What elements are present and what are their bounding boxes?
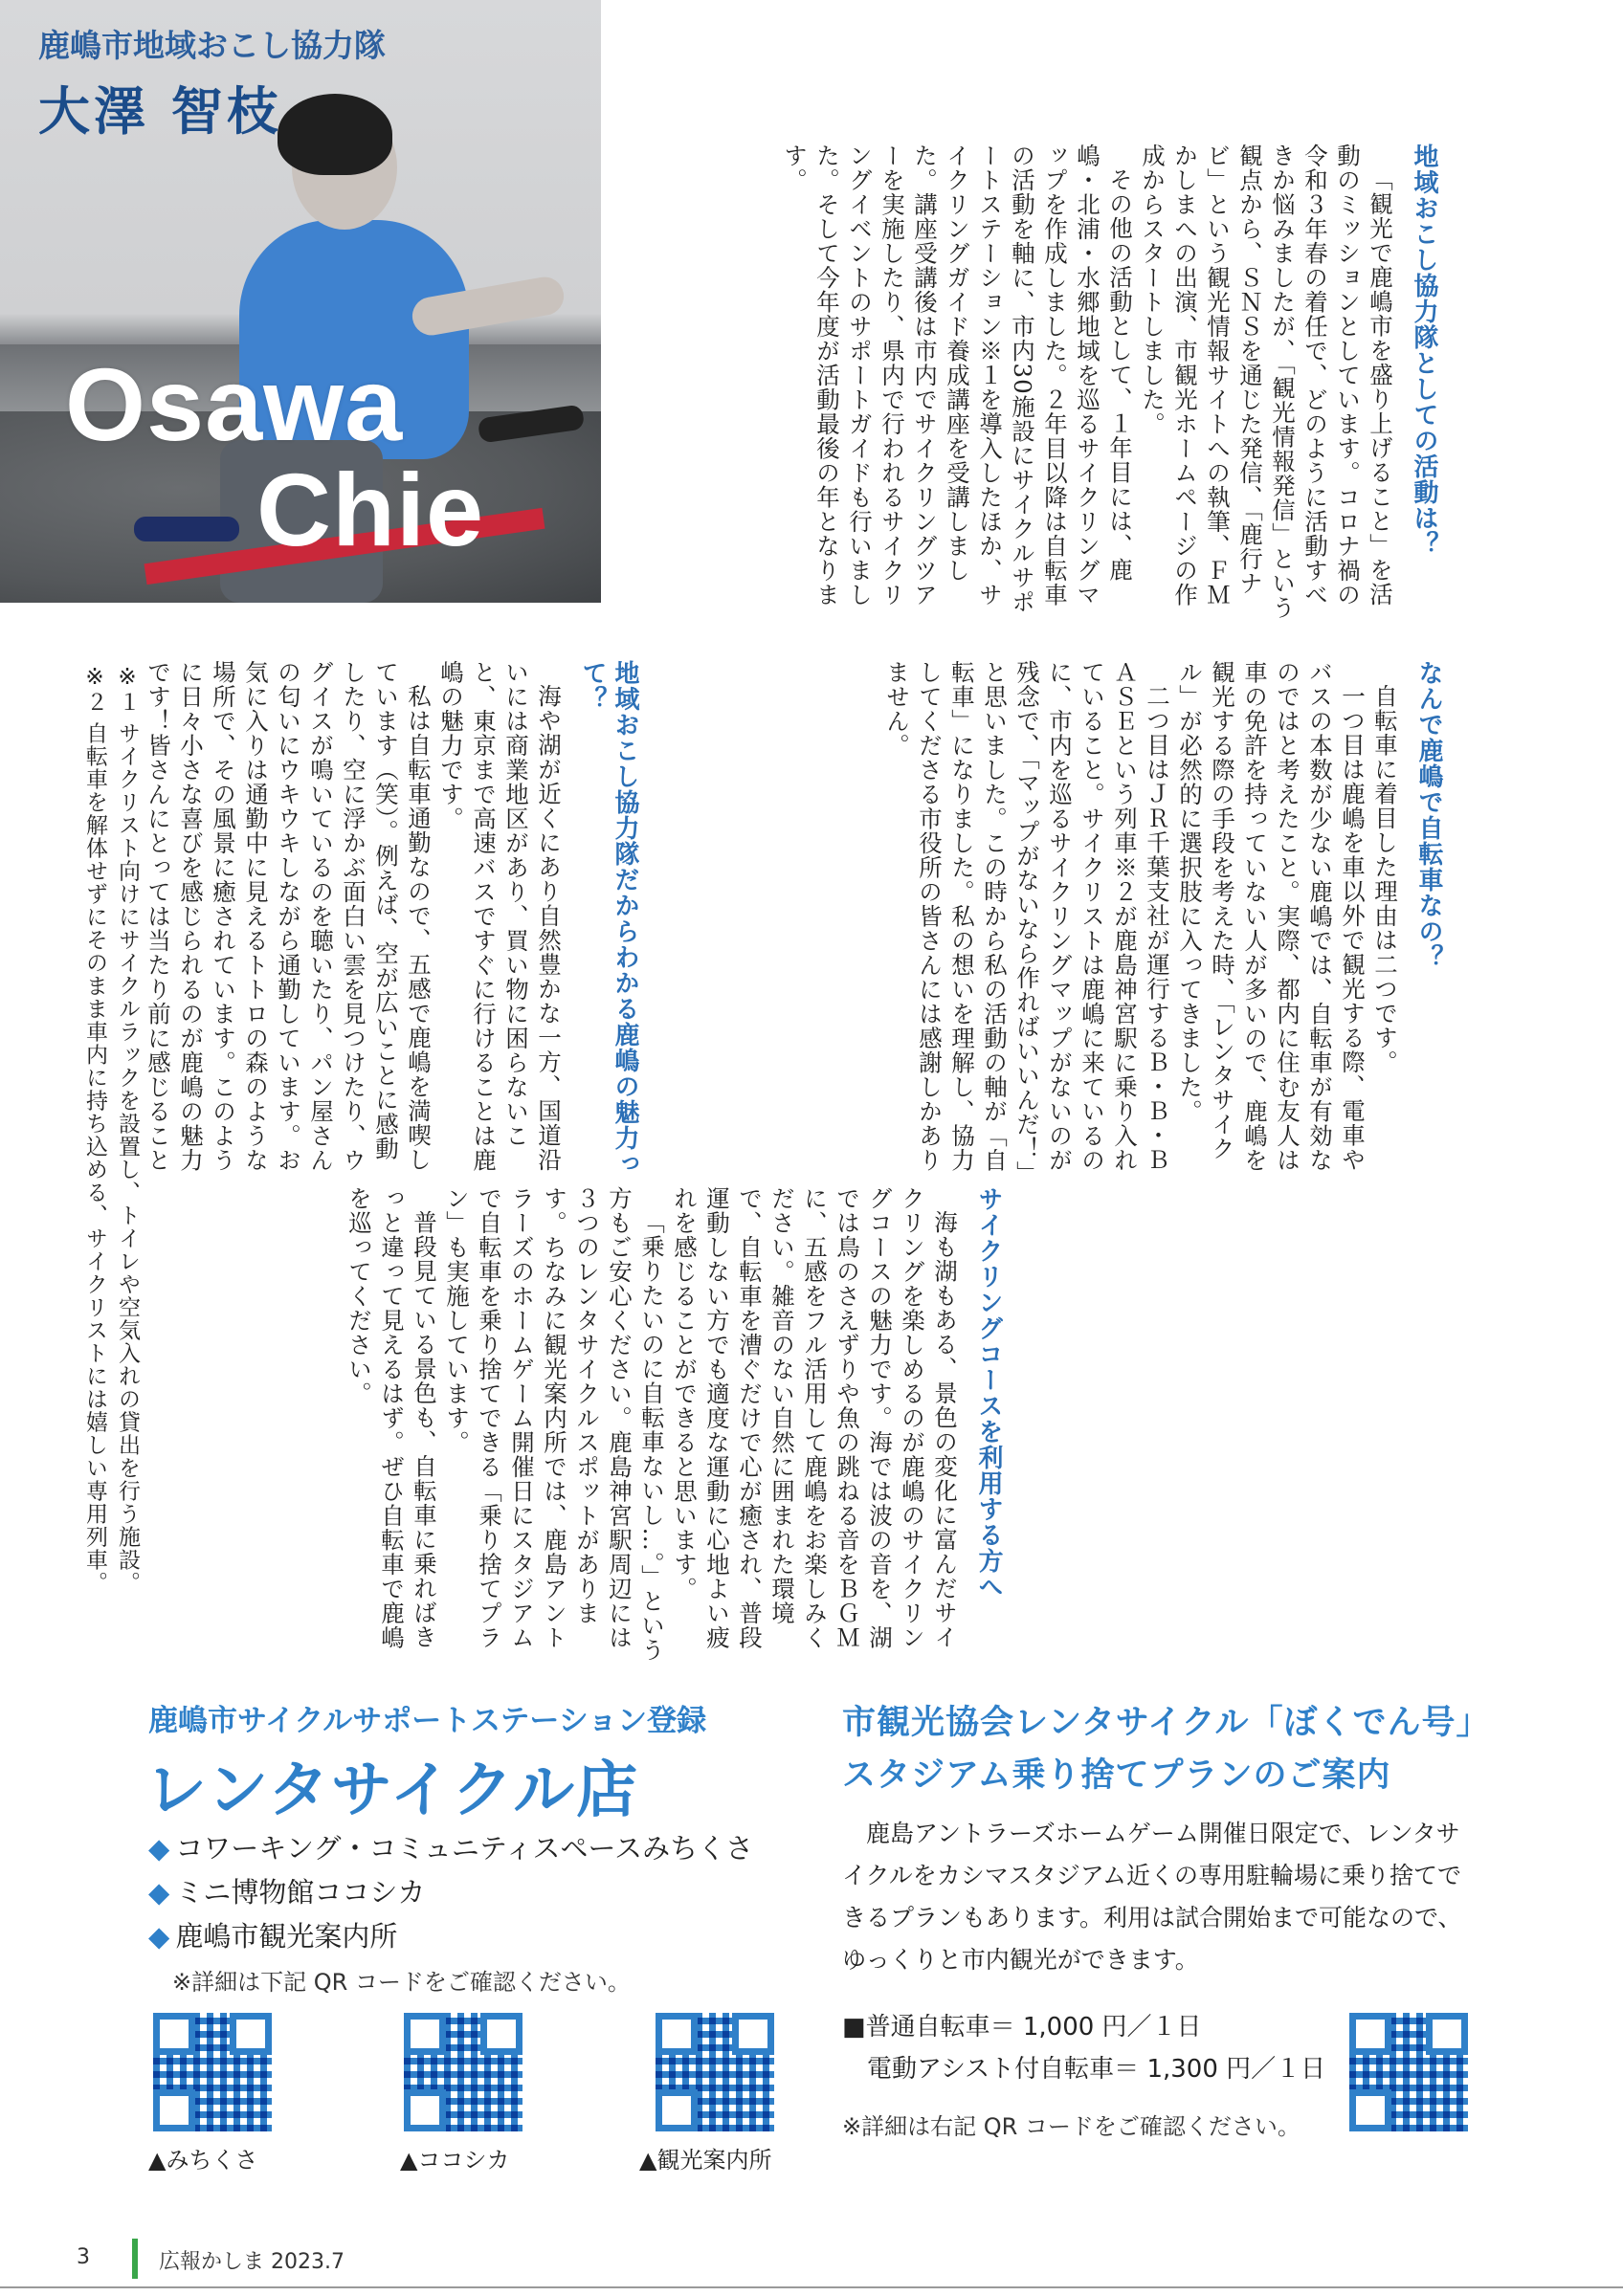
section-1-heading: 地域おこし協力隊としての活動は？ xyxy=(1410,144,1438,557)
qr-caption: ▲観光案内所 xyxy=(639,2147,772,2174)
section-4-paragraph: 普段見ている景色も、自転車に乗ればきっと違って見えるはず。ぜひ自転車で鹿嶋を巡ってください。 xyxy=(345,1186,438,1650)
section-3-heading: 地域おこし協力隊だからわかる鹿嶋の魅力って？ xyxy=(578,660,639,1177)
section-1-paragraph: その他の活動として、１年目には、鹿嶋・北浦・水郷地域を巡るサイクリングマップを作成しました。２年目以降は自転車の活動を軸に、市内30施設にサイクルサポートステーション※１を導入したほか、サイクリングガイド養成講座を受講しました。講座受講後は市内でサイクリングツアーを実施したり、県内で行われるサイクリングイベントのサポートガイドも行いました。そして今年度が活動最後の年となります。 xyxy=(781,144,1134,615)
profile-photo xyxy=(0,0,601,603)
profile-name: 大澤 智枝 xyxy=(38,81,282,142)
article-section-2 xyxy=(660,660,1445,1177)
article-section-3 xyxy=(144,660,641,1177)
shop-name: コワーキング・コミュニティスペースみちくさ xyxy=(175,1832,754,1865)
section-3-paragraph: 私は自転車通勤なので、五感で鹿嶋を満喫しています（笑）。例えば、空が広いことに感動したり、空に浮かぶ面白い雲を見つけたり、ウグイスが鳴いているのを聴いたり、パン屋さんの匂いにウキウキしながら通勤しています。お気に入りは通勤中に見えるトトロの森のような場所で、その風景に癒されています。このように日々小さな喜びを感じられるのが鹿嶋の魅力です！皆さんにとっては当たり前に感じること xyxy=(145,660,433,1173)
article-section-4 xyxy=(144,1186,1005,1665)
rental-note: ※詳細は下記 QR コードをご確認ください。 xyxy=(172,1969,631,1996)
section-1-paragraph: 「観光で鹿嶋市を盛り上げること」を活動のミッションとしています。コロナ禍の令和３年春の着任で、どのように活動すべきか悩みましたが、「観光情報発信」という観点から、ＳＮＳを通じた発信、「鹿行ナビ」という観光情報サイトへの執筆、ＦＭかしまへの出演、市観光ホームページの作成からスタートしました。 xyxy=(1139,144,1394,620)
price-electric: 電動アシスト付自転車＝ 1,300 円／１日 xyxy=(867,2055,1326,2084)
shop-name: 鹿嶋市観光案内所 xyxy=(175,1920,398,1953)
shop-name: ミニ博物館ココシカ xyxy=(175,1876,426,1909)
rental-title: レンタサイクル店 xyxy=(145,1755,640,1826)
plan-body: 鹿島アントラーズホームゲーム開催日限定で、レンタサイクルをカシマスタジアム近くの専用駐輪場に乗り捨てできるプランもあります。利用は試合開始まで可能なので、ゆっくりと市内観光ができます。 xyxy=(842,1820,1462,1974)
section-2-paragraph: 二つ目はＪＲ千葉支社が運行するＢ・Ｂ・ＢＡＳＥという列車※２が鹿島神宮駅に乗り入れていること。サイクリストは鹿嶋に来ているのに、市内を巡るサイクリングマップがないのが残念で、「マップがないなら作ればいいんだ！」と思いました。この時から私の活動の軸が「自転車」になりました。私の想いを理解し、協力してくださる市役所の皆さんには感謝しかありません。 xyxy=(883,660,1171,1174)
rental-subtitle: 鹿嶋市サイクルサポートステーション登録 xyxy=(148,1704,707,1738)
plan-title-line-1: 市観光協会レンタサイクル「ぼくでん号」 xyxy=(842,1704,1491,1742)
footnotes xyxy=(67,665,144,1669)
bullet-icon: ■ xyxy=(842,2013,866,2042)
footnote-1: ※１ サイクリスト向けにサイクルラックを設置し、トイレや空気入れの貸出を行う施設。 xyxy=(115,665,140,1595)
profile-org: 鹿嶋市地域おこし協力隊 xyxy=(38,27,386,64)
page-number: 3 xyxy=(77,2245,90,2269)
section-2-heading: なんで鹿嶋で自転車なの？ xyxy=(1414,660,1443,970)
publication-title: 広報かしま 2023.7 xyxy=(159,2250,345,2274)
price-standard xyxy=(842,2007,1202,2042)
footer-divider xyxy=(0,2286,1623,2288)
section-2-paragraph: 自転車に着目した理由は二つです。 xyxy=(1371,683,1399,1074)
qr-caption: ▲ココシカ xyxy=(400,2147,510,2174)
profile-romaji-first: Osawa xyxy=(65,346,404,462)
shop-item xyxy=(148,1915,397,1954)
section-4-paragraph: 海も湖もある、景色の変化に富んだサイクリングを楽しめるのが鹿嶋のサイクリングコースの魅力です。海では波の音を、湖では鳥のさえずりや魚の跳ねる音をＢＧＭに、五感をフル活用して鹿嶋をお楽しみください。雑音のない自然に囲まれた環境で、自転車を漕ぐだけで心が癒され、普段運動しない方でも適度な運動に心地よい疲れを感じることができると思います。 xyxy=(671,1186,959,1650)
diamond-icon: ◆ xyxy=(148,1920,170,1953)
qr-code-kokoshika[interactable] xyxy=(404,2013,522,2131)
profile-romaji-second: Chie xyxy=(256,452,485,567)
qr-code-michikusa[interactable] xyxy=(153,2013,272,2131)
section-4-paragraph: 「乗りたいのに自転車ないし…。」という方もご安心ください。鹿島神宮駅周辺には３つのレンタサイクルスポットがあります。ちなみに観光案内所では、鹿島アントラーズのホームゲーム開催日にスタジアムで自転車を乗り捨てできる「乗り捨てプラン」も実施しています。 xyxy=(443,1186,666,1662)
plan-note: ※詳細は右記 QR コードをご確認ください。 xyxy=(842,2113,1301,2140)
price-standard-text: 普通自転車＝ 1,000 円／１日 xyxy=(865,2013,1202,2042)
qr-code-kanko-annaijo[interactable] xyxy=(656,2013,774,2131)
shop-item xyxy=(148,1827,753,1866)
section-2-paragraph: 一つ目は鹿嶋を車以外で観光する際、電車やバスの本数が少ない鹿嶋では、自転車が有効なのではと考えたこと。実際、都内に住む友人は車の免許を持っていない人が多いので、鹿嶋を観光する際の手段を考えた時、「レンタサイクル」が必然的に選択肢に入ってきました。 xyxy=(1176,660,1367,1173)
shop-item xyxy=(148,1871,425,1910)
footnote-2: ※２ 自転車を解体せずにそのまま車内に持ち込める、サイクリストには嬉しい専用列車。 xyxy=(82,665,107,1595)
section-3-paragraph: 海や湖が近くにあり自然豊かな一方、国道沿いには商業地区があり、買い物に困らないこと、東京まで高速バスですぐに行けることは鹿嶋の魅力です。 xyxy=(437,660,563,1173)
photo-person-hair xyxy=(278,94,392,175)
section-4-heading: サイクリングコースを利用する方へ xyxy=(974,1186,1003,1600)
diamond-icon: ◆ xyxy=(148,1876,170,1909)
photo-bike-seat xyxy=(134,517,239,541)
qr-caption: ▲みちくさ xyxy=(148,2147,258,2174)
plan-title-line-2: スタジアム乗り捨てプランのご案内 xyxy=(842,1756,1391,1795)
diamond-icon: ◆ xyxy=(148,1832,170,1865)
article-section-1 xyxy=(627,144,1440,622)
qr-code-plan[interactable] xyxy=(1349,2013,1468,2131)
footer-accent-bar xyxy=(132,2239,138,2279)
